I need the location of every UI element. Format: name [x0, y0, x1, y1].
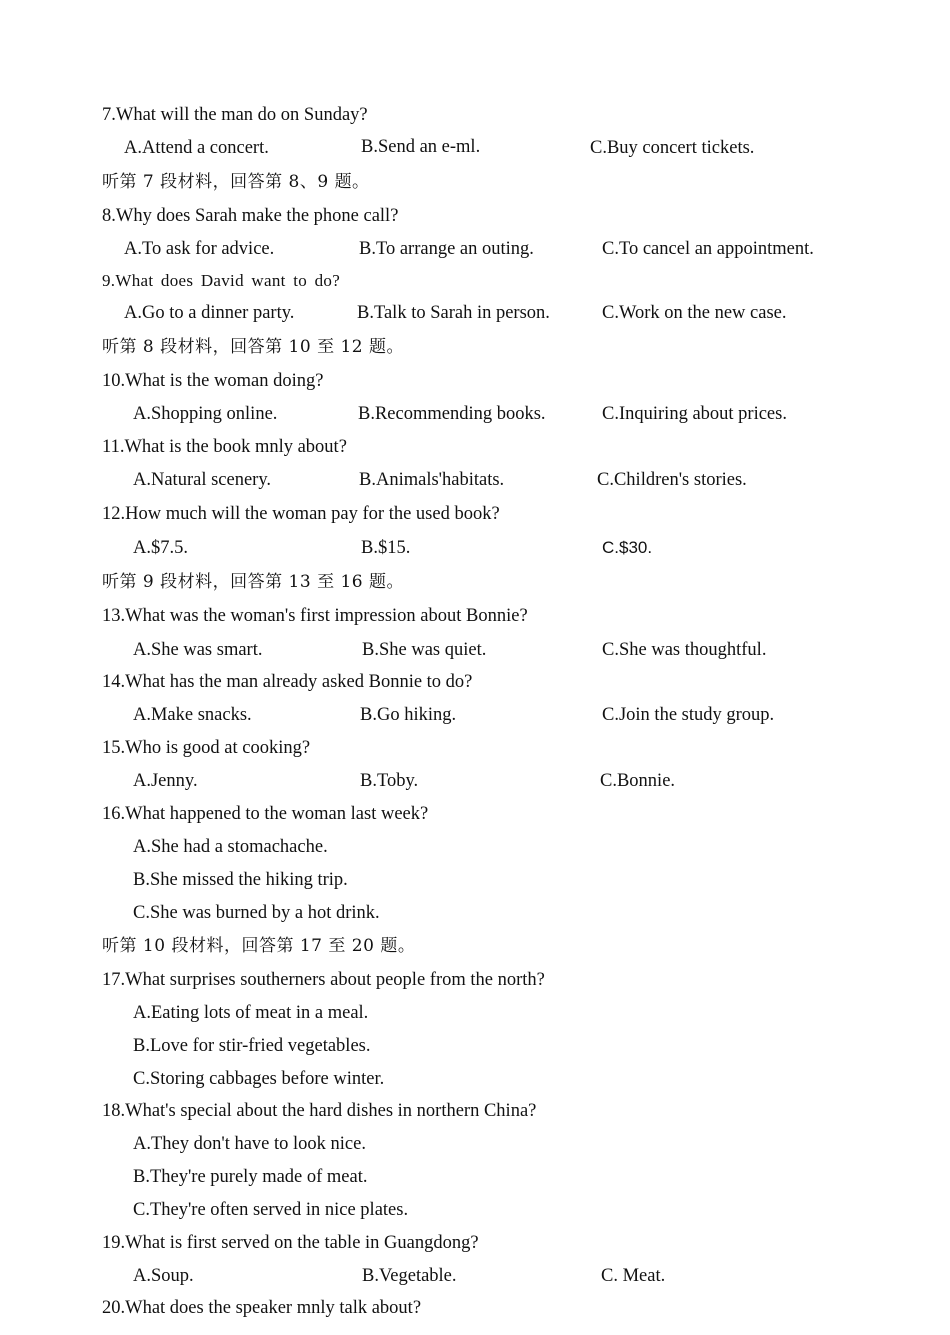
question-16: 16.What happened to the woman last week?: [102, 804, 429, 824]
option-11a: A.Natural scenery.: [133, 470, 272, 490]
question-9: 9.What does David want to do?: [102, 271, 341, 290]
option-12a: A.$7.5.: [133, 538, 188, 558]
option-14c: C.Join the study group.: [602, 705, 775, 725]
option-16b: B.She missed the hiking trip.: [133, 870, 348, 890]
option-12b: B.$15.: [361, 538, 411, 558]
option-19a: A.Soup.: [133, 1266, 194, 1286]
option-15b: B.Toby.: [360, 771, 419, 791]
question-11: 11.What is the book mnly about?: [102, 437, 347, 457]
option-17c: C.Storing cabbages before winter.: [133, 1069, 385, 1089]
question-13: 13.What was the woman's first impression about Bonnie?: [102, 606, 528, 626]
option-7c: C.Buy concert tickets.: [590, 138, 755, 158]
option-8a: A.To ask for advice.: [124, 239, 275, 259]
option-18a: A.They don't have to look nice.: [133, 1134, 366, 1154]
question-17: 17.What surprises southerners about people from the north?: [102, 970, 545, 990]
option-19c: C. Meat.: [601, 1266, 666, 1286]
option-8c: C.To cancel an appointment.: [602, 239, 814, 259]
question-8: 8.Why does Sarah make the phone call?: [102, 206, 399, 226]
option-17b: B.Love for stir-fried vegetables.: [133, 1036, 371, 1056]
option-9c: C.Work on the new case.: [602, 303, 787, 323]
option-7a: A.Attend a concert.: [124, 138, 269, 158]
section-10-heading: 听第 10 段材料，回答第 17 至 20 题。: [102, 936, 416, 956]
option-10a: A.Shopping online.: [133, 404, 278, 424]
section-8-heading: 听第 8 段材料，回答第 10 至 12 题。: [102, 337, 405, 357]
option-17a: A.Eating lots of meat in a meal.: [133, 1003, 369, 1023]
question-14: 14.What has the man already asked Bonnie to do?: [102, 672, 473, 692]
question-10: 10.What is the woman doing?: [102, 371, 324, 391]
option-14b: B.Go hiking.: [360, 705, 457, 725]
option-19b: B.Vegetable.: [362, 1266, 457, 1286]
question-20: 20.What does the speaker mnly talk about?: [102, 1298, 422, 1318]
option-9a: A.Go to a dinner party.: [124, 303, 295, 323]
question-15: 15.Who is good at cooking?: [102, 738, 311, 758]
section-9-heading: 听第 9 段材料，回答第 13 至 16 题。: [102, 572, 405, 592]
question-7: 7.What will the man do on Sunday?: [102, 105, 368, 125]
option-13b: B.She was quiet.: [362, 640, 487, 660]
option-16c: C.She was burned by a hot drink.: [133, 903, 380, 923]
question-19: 19.What is first served on the table in Guangdong?: [102, 1233, 479, 1253]
question-12: 12.How much will the woman pay for the used book?: [102, 504, 500, 524]
option-7b: B.Send an e-ml.: [361, 137, 481, 157]
option-8b: B.To arrange an outing.: [359, 239, 534, 259]
option-10b: B.Recommending books.: [358, 404, 546, 424]
option-9b: B.Talk to Sarah in person.: [357, 303, 550, 323]
option-11c: C.Children's stories.: [597, 470, 747, 490]
section-7-heading: 听第 7 段材料，回答第 8、9 题。: [102, 172, 370, 192]
option-10c: C.Inquiring about prices.: [602, 404, 787, 424]
option-13c: C.She was thoughtful.: [602, 640, 767, 660]
option-12c: C.$30.: [602, 538, 653, 557]
option-11b: B.Animals'habitats.: [359, 470, 505, 490]
option-16a: A.She had a stomachache.: [133, 837, 328, 857]
option-18b: B.They're purely made of meat.: [133, 1167, 368, 1187]
option-15a: A.Jenny.: [133, 771, 198, 791]
option-18c: C.They're often served in nice plates.: [133, 1200, 409, 1220]
question-18: 18.What's special about the hard dishes in northern China?: [102, 1101, 537, 1121]
option-15c: C.Bonnie.: [600, 771, 676, 791]
option-14a: A.Make snacks.: [133, 705, 252, 725]
option-13a: A.She was smart.: [133, 640, 263, 660]
